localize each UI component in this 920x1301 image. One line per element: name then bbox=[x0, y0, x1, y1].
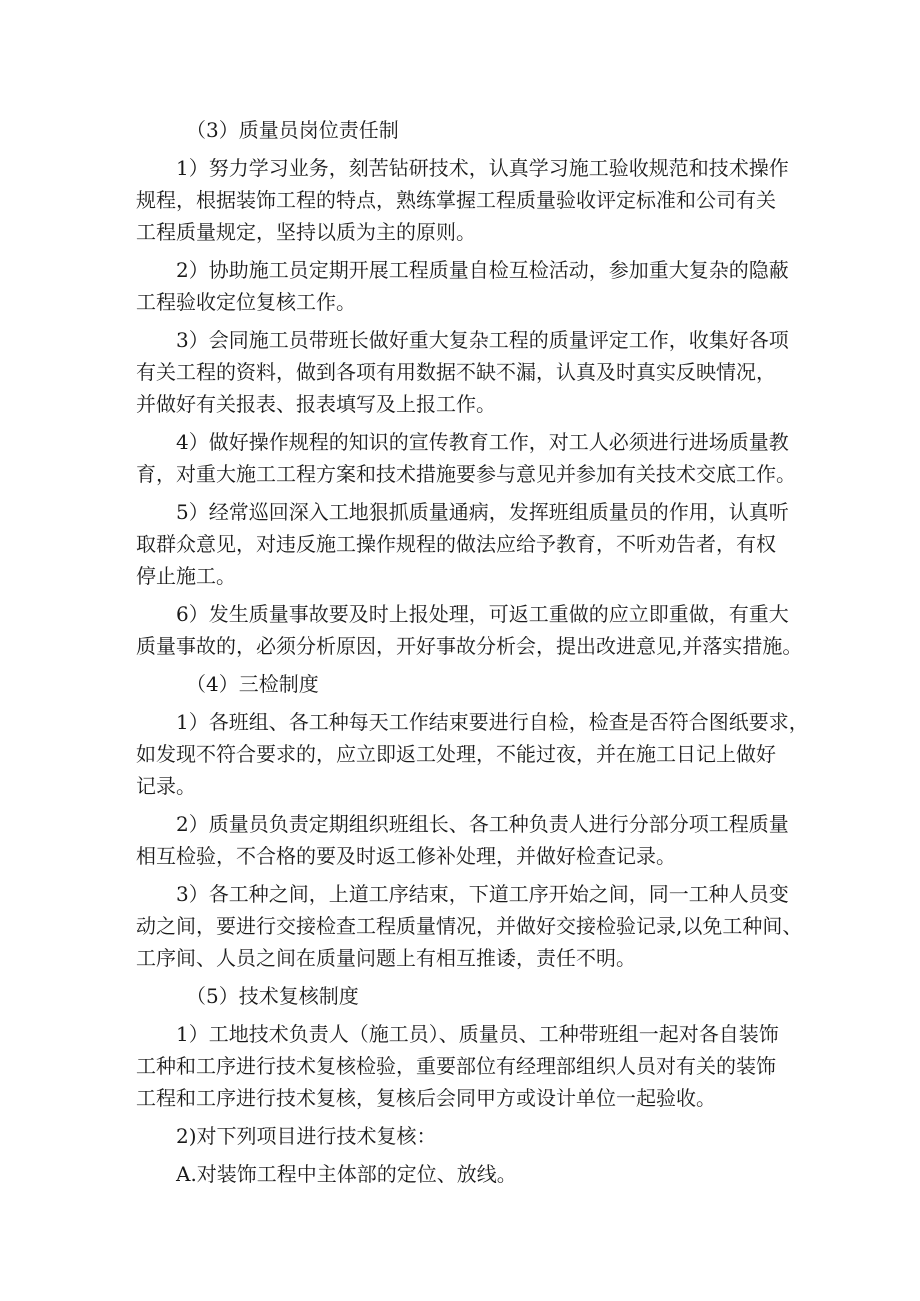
paragraph-line: 工程验收定位复核工作。 bbox=[136, 290, 356, 314]
paragraph-line: 3）各工种之间，上道工序结束，下道工序开始之间，同一工种人员变 bbox=[176, 882, 789, 906]
paragraph-line: A.对装饰工程中主体部的定位、放线。 bbox=[176, 1162, 517, 1186]
paragraph bbox=[136, 496, 796, 592]
paragraph-line: 工种和工序进行技术复核检验，重要部位有经理部组织人员对有关的装饰 bbox=[136, 1054, 776, 1078]
paragraph bbox=[136, 152, 796, 248]
paragraph-line: 1）努力学习业务，刻苦钻研技术，认真学习施工验收规范和技术操作 bbox=[176, 156, 789, 180]
section-heading-text: （5）技术复核制度 bbox=[186, 984, 359, 1008]
paragraph-line: 3）会同施工员带班长做好重大复杂工程的质量评定工作，收集好各项 bbox=[176, 328, 789, 352]
section-heading-text: （3）质量员岗位责任制 bbox=[186, 118, 399, 142]
paragraph-line: 2）协助施工员定期开展工程质量自检互检活动，参加重大复杂的隐蔽 bbox=[176, 258, 789, 282]
section-heading bbox=[136, 114, 796, 146]
paragraph-line: 并做好有关报表、报表填写及上报工作。 bbox=[136, 392, 496, 416]
paragraph-line: 如发现不符合要求的，应立即返工处理，不能过夜，并在施工日记上做好 bbox=[136, 742, 776, 766]
paragraph-line: 2）质量员负责定期组织班组长、各工种负责人进行分部分项工程质量 bbox=[176, 812, 789, 836]
section-heading-text: （4）三检制度 bbox=[186, 672, 319, 696]
paragraph-line: 工程和工序进行技术复核，复核后会同甲方或设计单位一起验收。 bbox=[136, 1086, 716, 1110]
paragraph bbox=[136, 598, 803, 662]
paragraph-line: 工程质量规定，坚持以质为主的原则。 bbox=[136, 220, 476, 244]
paragraph-line: 6）发生质量事故要及时上报处理，可返工重做的应立即重做，有重大 bbox=[176, 602, 789, 626]
paragraph bbox=[136, 706, 809, 802]
paragraph-line: 规程，根据装饰工程的特点，熟练掌握工程质量验收评定标准和公司有关 bbox=[136, 188, 776, 212]
paragraph-line: 工序间、人员之间在质量问题上有相互推诿，责任不明。 bbox=[136, 946, 636, 970]
paragraph-line: 4）做好操作规程的知识的宣传教育工作，对工人必须进行进场质量教 bbox=[176, 430, 789, 454]
paragraph-line: 相互检验，不合格的要及时返工修补处理，并做好检查记录。 bbox=[136, 844, 676, 868]
paragraph-line: 停止施工。 bbox=[136, 564, 236, 588]
paragraph-line: 质量事故的，必须分析原因，开好事故分析会，提出改进意见,并落实措施。 bbox=[136, 634, 803, 658]
paragraph bbox=[136, 1120, 796, 1152]
paragraph bbox=[136, 1158, 796, 1190]
paragraph-line: 育，对重大施工工程方案和技术措施要参与意见并参加有关技术交底工作。 bbox=[136, 462, 796, 486]
paragraph-line: 1）各班组、各工种每天工作结束要进行自检，检查是否符合图纸要求， bbox=[176, 710, 809, 734]
paragraph bbox=[136, 254, 796, 318]
section-heading bbox=[136, 668, 796, 700]
paragraph bbox=[136, 1018, 796, 1114]
paragraph-line: 取群众意见，对违反施工操作规程的做法应给予教育，不听劝告者，有权 bbox=[136, 532, 776, 556]
paragraph-line: 有关工程的资料，做到各项有用数据不缺不漏，认真及时真实反映情况， bbox=[136, 360, 776, 384]
paragraph-line: 动之间，要进行交接检查工程质量情况，并做好交接检验记录,以免工种间、 bbox=[136, 914, 803, 938]
document-body bbox=[136, 114, 809, 1196]
paragraph bbox=[136, 808, 796, 872]
paragraph-line: 1）工地技术负责人（施工员）、质量员、工种带班组一起对各自装饰 bbox=[176, 1022, 779, 1046]
paragraph bbox=[136, 878, 803, 974]
paragraph-line: 2)对下列项目进行技术复核： bbox=[176, 1124, 437, 1148]
paragraph-line: 5）经常巡回深入工地狠抓质量通病，发挥班组质量员的作用，认真听 bbox=[176, 500, 789, 524]
section-heading bbox=[136, 980, 796, 1012]
paragraph bbox=[136, 426, 796, 490]
paragraph-line: 记录。 bbox=[136, 774, 196, 798]
paragraph bbox=[136, 324, 796, 420]
